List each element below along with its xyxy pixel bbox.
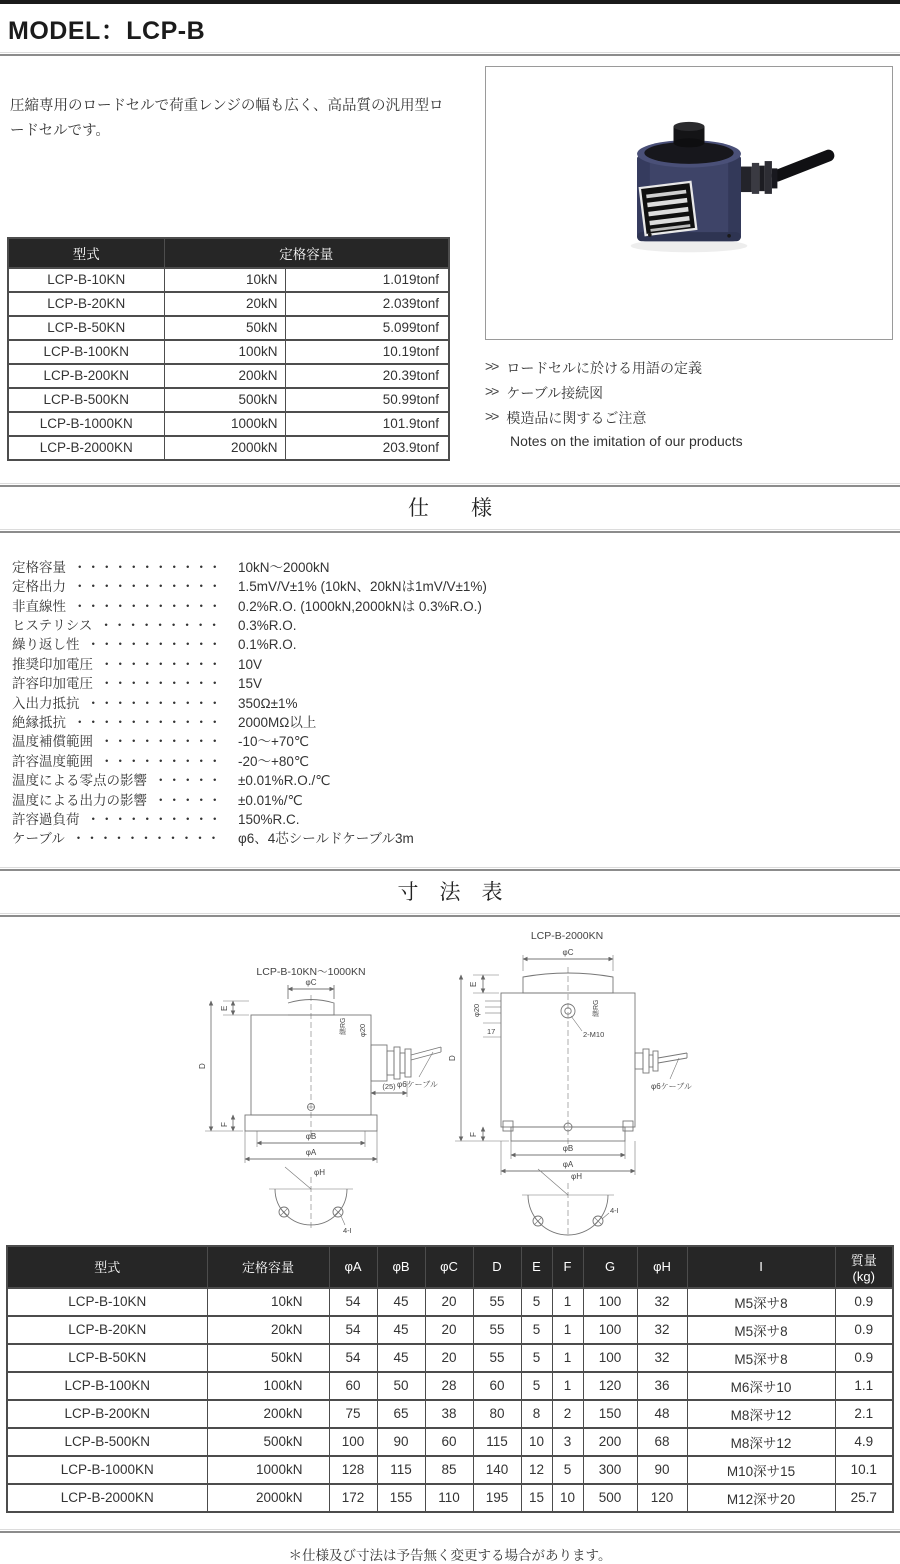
mass-cell: 0.9	[835, 1288, 893, 1316]
phiA-cell: 60	[329, 1372, 377, 1400]
capacity-kn-cell: 10kN	[164, 268, 285, 292]
model-cell: LCP-B-2000KN	[8, 436, 164, 460]
phiB-cell: 45	[377, 1316, 425, 1344]
phiA-cell: 172	[329, 1484, 377, 1512]
capacity-cell: 100kN	[207, 1372, 329, 1400]
capacity-kn-cell: 1000kN	[164, 412, 285, 436]
dim-label-E: E	[220, 1005, 229, 1011]
dim-label-phiH: φH	[571, 1171, 582, 1181]
capacity-cell: 500kN	[207, 1428, 329, 1456]
dim-label-25: (25)	[382, 1081, 396, 1091]
dim-label-phi20: φ20	[472, 1003, 481, 1017]
dim-label-phiA: φA	[562, 1159, 574, 1169]
spec-row	[12, 732, 893, 751]
capacity-tonf-cell: 203.9tonf	[285, 436, 449, 460]
spec-row	[12, 771, 893, 790]
dim-label-17: 17	[487, 1026, 496, 1036]
nameplate-label	[640, 182, 696, 235]
spec-label: 推奨印加電圧	[12, 656, 93, 672]
spec-value: 15V	[238, 676, 263, 692]
table-row	[7, 1316, 893, 1344]
spec-row	[12, 752, 893, 771]
dim-label-phi20: φ20	[358, 1023, 367, 1037]
capacity-kn-cell: 20kN	[164, 292, 285, 316]
table-row	[7, 1288, 893, 1316]
leader-dots: ・・・・・・・・・	[100, 753, 222, 769]
top-border	[0, 0, 900, 4]
leader-dots: ・・・・・・・・・	[100, 734, 222, 750]
dim-label-phiB: φB	[562, 1143, 574, 1153]
I-cell: M5深サ8	[687, 1316, 835, 1344]
D-cell: 55	[473, 1316, 521, 1344]
spec-label: 繰り返し性	[12, 637, 80, 653]
model-cell: LCP-B-100KN	[8, 340, 164, 364]
table-row	[7, 1344, 893, 1372]
phiH-cell: 32	[637, 1316, 687, 1344]
link-terminology-label[interactable]: ロードセルに於ける用語の定義	[506, 360, 702, 376]
D-cell: 115	[473, 1428, 521, 1456]
dimension-drawing-small-models	[193, 939, 445, 1235]
phiH-cell: 36	[637, 1372, 687, 1400]
spec-row	[12, 829, 893, 848]
D-cell: 55	[473, 1344, 521, 1372]
spec-list	[0, 533, 900, 867]
model-cell: LCP-B-500KN	[7, 1428, 207, 1456]
model-cell: LCP-B-2000KN	[7, 1484, 207, 1512]
leader-dots: ・・・・・・・・・・・	[73, 715, 222, 730]
leader-dots: ・・・・・・・・・	[100, 676, 222, 692]
spec-value: -20～+80℃	[238, 753, 310, 769]
model-cell: LCP-B-20KN	[7, 1316, 207, 1344]
spec-label: 非直線性	[12, 598, 66, 614]
I-cell: M5深サ8	[687, 1288, 835, 1316]
model-cell: LCP-B-20KN	[8, 292, 164, 316]
table-row	[8, 316, 449, 340]
phiB-cell: 65	[377, 1400, 425, 1428]
phiH-cell: 120	[637, 1484, 687, 1512]
table-row	[8, 436, 449, 460]
leader-dots: ・・・・・・・・・・・	[73, 598, 222, 614]
table-row	[8, 388, 449, 412]
spec-value: 0.3%R.O.	[238, 617, 297, 633]
dim-header-capacity: 定格容量	[207, 1246, 329, 1288]
phiH-cell: 32	[637, 1288, 687, 1316]
leader-dots: ・・・・・・・・・・・	[71, 831, 221, 847]
table-row	[7, 1428, 893, 1456]
phiA-cell: 54	[329, 1288, 377, 1316]
E-cell: 8	[521, 1400, 552, 1428]
mass-cell: 10.1	[835, 1456, 893, 1484]
capacity-tonf-cell: 5.099tonf	[285, 316, 449, 340]
spec-row	[12, 713, 893, 732]
dim-label-E: E	[469, 981, 478, 987]
I-cell: M5深サ8	[687, 1344, 835, 1372]
dim-header-phiC: φC	[425, 1246, 473, 1288]
table-row	[7, 1484, 893, 1512]
spec-value: φ6、4芯シールドケーブル3m	[238, 831, 414, 847]
spec-row	[12, 577, 893, 596]
product-image-box	[485, 66, 893, 340]
spec-label: 温度補償範囲	[12, 734, 93, 750]
product-photo	[504, 78, 874, 328]
phiC-cell: 20	[425, 1344, 473, 1372]
dim-label-phiB: φB	[305, 1131, 317, 1141]
product-description: 圧縮専用のロードセルで荷重レンジの幅も広く、高品質の汎用型ロードセルです。	[10, 98, 444, 140]
table-row	[8, 340, 449, 364]
dimension-drawing-2000kn	[445, 925, 697, 1237]
F-cell: 1	[552, 1372, 583, 1400]
model-cell: LCP-B-10KN	[8, 268, 164, 292]
footer-note: ＊仕様及び寸法は予告無く変更する場合があります。	[288, 1547, 612, 1563]
spec-value: 1.5mV/V±1% (10kN、20kNは1mV/V±1%)	[238, 579, 487, 595]
link-terminology[interactable]	[485, 358, 893, 378]
capacity-kn-cell: 200kN	[164, 364, 285, 388]
model-cell: LCP-B-50KN	[7, 1344, 207, 1372]
spec-label: 許容過負荷	[12, 812, 80, 828]
phiC-cell: 20	[425, 1316, 473, 1344]
model-cell: LCP-B-500KN	[8, 388, 164, 412]
link-cable-diagram[interactable]	[485, 383, 893, 403]
dim-label-phiH: φH	[314, 1167, 325, 1177]
dim-label-rg: 継RG	[340, 1017, 347, 1035]
dim-label-cable: φ6ケーブル	[397, 1079, 438, 1089]
spec-label: 許容温度範囲	[12, 753, 93, 769]
dim-header-phiA: φA	[329, 1246, 377, 1288]
dim-label-D: D	[198, 1063, 207, 1069]
capacity-tonf-cell: 101.9tonf	[285, 412, 449, 436]
mass-cell: 0.9	[835, 1344, 893, 1372]
spec-value: 350Ω±1%	[238, 695, 298, 711]
spec-label: 定格容量	[12, 559, 66, 575]
link-imitation-notice-en: Notes on the imitation of our products	[510, 433, 743, 449]
phiB-cell: 50	[377, 1372, 425, 1400]
title-divider	[0, 52, 900, 56]
F-cell: 1	[552, 1288, 583, 1316]
dim-header-F: F	[552, 1246, 583, 1288]
dim-header-G: G	[583, 1246, 637, 1288]
phiH-cell: 90	[637, 1456, 687, 1484]
spec-row	[12, 810, 893, 829]
G-cell: 120	[583, 1372, 637, 1400]
spec-value: 2000MΩ以上	[238, 715, 317, 730]
dim-header-E: E	[521, 1246, 552, 1288]
capacity-table-header-capacity: 定格容量	[164, 238, 449, 268]
mass-cell: 4.9	[835, 1428, 893, 1456]
leader-dots: ・・・・・	[154, 773, 222, 789]
phiB-cell: 45	[377, 1344, 425, 1372]
double-arrow-icon: >>	[485, 408, 498, 424]
I-cell: M8深サ12	[687, 1400, 835, 1428]
D-cell: 60	[473, 1372, 521, 1400]
spec-value: 150%R.C.	[238, 812, 300, 828]
phiC-cell: 20	[425, 1288, 473, 1316]
phiA-cell: 54	[329, 1344, 377, 1372]
dim-header-phiB: φB	[377, 1246, 425, 1288]
phiH-cell: 68	[637, 1428, 687, 1456]
dim-label-m10: 2-M10	[583, 1029, 605, 1039]
dim-label-F: F	[469, 1131, 478, 1137]
link-cable-diagram-label[interactable]: ケーブル接続図	[506, 385, 604, 401]
F-cell: 3	[552, 1428, 583, 1456]
capacity-kn-cell: 50kN	[164, 316, 285, 340]
leader-dots: ・・・・・・・・・・	[86, 695, 222, 711]
spec-row	[12, 694, 893, 713]
phiC-cell: 110	[425, 1484, 473, 1512]
dim-header-D: D	[473, 1246, 521, 1288]
E-cell: 15	[521, 1484, 552, 1512]
double-arrow-icon: >>	[485, 383, 498, 399]
dimension-section-title: 寸 法 表	[397, 880, 503, 904]
spec-section-title: 仕 様	[408, 496, 492, 520]
dim-label-rg: 継RG	[593, 999, 600, 1017]
model-cell: LCP-B-1000KN	[7, 1456, 207, 1484]
model-cell: LCP-B-50KN	[8, 316, 164, 340]
capacity-cell: 10kN	[207, 1288, 329, 1316]
phiC-cell: 28	[425, 1372, 473, 1400]
phiB-cell: 155	[377, 1484, 425, 1512]
phiA-cell: 75	[329, 1400, 377, 1428]
phiH-cell: 32	[637, 1344, 687, 1372]
capacity-tonf-cell: 10.19tonf	[285, 340, 449, 364]
F-cell: 1	[552, 1344, 583, 1372]
D-cell: 195	[473, 1484, 521, 1512]
phiC-cell: 60	[425, 1428, 473, 1456]
spec-value: 0.2%R.O. (1000kN,2000kNは 0.3%R.O.)	[238, 598, 482, 614]
dim-header-mass: 質量 (kg)	[835, 1246, 893, 1288]
phiB-cell: 90	[377, 1428, 425, 1456]
D-cell: 55	[473, 1288, 521, 1316]
table-row	[7, 1372, 893, 1400]
capacity-kn-cell: 500kN	[164, 388, 285, 412]
dimension-section	[0, 867, 900, 917]
spec-row	[12, 655, 893, 674]
table-row	[8, 412, 449, 436]
divider	[0, 913, 900, 917]
capacity-tonf-cell: 20.39tonf	[285, 364, 449, 388]
divider	[0, 1529, 900, 1533]
E-cell: 10	[521, 1428, 552, 1456]
capacity-kn-cell: 100kN	[164, 340, 285, 364]
dim-label-F: F	[220, 1121, 229, 1127]
capacity-kn-cell: 2000kN	[164, 436, 285, 460]
link-imitation-notice[interactable]	[485, 408, 893, 428]
phiB-cell: 115	[377, 1456, 425, 1484]
spec-label: 許容印加電圧	[12, 676, 93, 692]
table-row	[8, 364, 449, 388]
I-cell: M8深サ12	[687, 1428, 835, 1456]
cable	[777, 156, 828, 176]
mass-cell: 25.7	[835, 1484, 893, 1512]
spec-row	[12, 597, 893, 616]
capacity-table	[7, 237, 450, 461]
double-arrow-icon: >>	[485, 358, 498, 374]
dim-label-phiA: φA	[305, 1147, 317, 1157]
drawing-title: LCP-B-2000KN	[530, 929, 604, 942]
F-cell: 10	[552, 1484, 583, 1512]
spec-value: ±0.01%R.O./℃	[238, 773, 331, 789]
dimension-drawings	[193, 925, 900, 1237]
table-row	[8, 268, 449, 292]
spec-row	[12, 635, 893, 654]
spec-row	[12, 791, 893, 810]
dim-label-phiC: φC	[562, 947, 574, 957]
D-cell: 80	[473, 1400, 521, 1428]
spec-label: 定格出力	[12, 579, 66, 595]
G-cell: 200	[583, 1428, 637, 1456]
spec-row	[12, 616, 893, 635]
G-cell: 100	[583, 1288, 637, 1316]
spec-label: 温度による出力の影響	[12, 792, 147, 808]
capacity-cell: 200kN	[207, 1400, 329, 1428]
G-cell: 300	[583, 1456, 637, 1484]
mass-cell: 1.1	[835, 1372, 893, 1400]
leader-dots: ・・・・・・・・・	[100, 656, 222, 672]
dimension-table	[6, 1245, 894, 1513]
spec-label: 入出力抵抗	[12, 695, 80, 711]
phiH-cell: 48	[637, 1400, 687, 1428]
capacity-tonf-cell: 2.039tonf	[285, 292, 449, 316]
table-row	[8, 292, 449, 316]
link-imitation-notice-label[interactable]: 模造品に関するご注意	[506, 410, 647, 426]
mass-cell: 0.9	[835, 1316, 893, 1344]
D-cell: 140	[473, 1456, 521, 1484]
spec-value: -10～+70℃	[238, 734, 310, 750]
spec-value: 0.1%R.O.	[238, 637, 297, 653]
E-cell: 5	[521, 1344, 552, 1372]
capacity-cell: 20kN	[207, 1316, 329, 1344]
F-cell: 5	[552, 1456, 583, 1484]
model-cell: LCP-B-200KN	[8, 364, 164, 388]
phiA-cell: 54	[329, 1316, 377, 1344]
spec-section	[0, 483, 900, 533]
spec-row	[12, 558, 893, 577]
leader-dots: ・・・・・・・・・・	[86, 812, 222, 828]
spec-label: 温度による零点の影響	[12, 773, 147, 789]
I-cell: M12深サ20	[687, 1484, 835, 1512]
phiC-cell: 85	[425, 1456, 473, 1484]
leader-dots: ・・・・・・・・・・・	[73, 559, 222, 575]
leader-dots: ・・・・・・・・・	[99, 617, 221, 633]
spec-label: ヒステリシス	[12, 617, 93, 633]
drawing-title: LCP-B-10KN～1000KN	[256, 965, 366, 978]
model-cell: LCP-B-1000KN	[8, 412, 164, 436]
dim-label-cable: φ6ケーブル	[651, 1081, 692, 1091]
E-cell: 5	[521, 1316, 552, 1344]
capacity-cell: 50kN	[207, 1344, 329, 1372]
spec-value: ±0.01%/℃	[238, 792, 303, 808]
I-cell: M6深サ10	[687, 1372, 835, 1400]
model-cell: LCP-B-100KN	[7, 1372, 207, 1400]
spec-row	[12, 674, 893, 693]
spec-label: 絶縁抵抗	[12, 715, 66, 730]
table-row	[7, 1456, 893, 1484]
phiC-cell: 38	[425, 1400, 473, 1428]
dim-label-bolts: 4-I	[610, 1205, 619, 1215]
E-cell: 5	[521, 1372, 552, 1400]
spec-value: 10V	[238, 656, 263, 672]
dim-label-phiC: φC	[305, 977, 317, 987]
mass-cell: 2.1	[835, 1400, 893, 1428]
dim-header-phiH: φH	[637, 1246, 687, 1288]
spec-label: ケーブル	[12, 831, 65, 847]
related-links	[485, 358, 893, 449]
dim-header-I: I	[687, 1246, 835, 1288]
spec-value: 10kN～2000kN	[238, 559, 330, 575]
dim-label-D: D	[448, 1055, 457, 1061]
leader-dots: ・・・・・	[154, 792, 222, 808]
dim-header-model: 型式	[7, 1246, 207, 1288]
F-cell: 2	[552, 1400, 583, 1428]
F-cell: 1	[552, 1316, 583, 1344]
leader-dots: ・・・・・・・・・・	[86, 637, 222, 653]
page-title: MODEL：LCP-B	[8, 17, 206, 45]
capacity-tonf-cell: 50.99tonf	[285, 388, 449, 412]
G-cell: 100	[583, 1344, 637, 1372]
G-cell: 100	[583, 1316, 637, 1344]
capacity-cell: 1000kN	[207, 1456, 329, 1484]
table-row	[7, 1400, 893, 1428]
G-cell: 500	[583, 1484, 637, 1512]
I-cell: M10深サ15	[687, 1456, 835, 1484]
phiA-cell: 128	[329, 1456, 377, 1484]
capacity-table-header-model: 型式	[8, 238, 164, 268]
E-cell: 5	[521, 1288, 552, 1316]
G-cell: 150	[583, 1400, 637, 1428]
phiA-cell: 100	[329, 1428, 377, 1456]
capacity-tonf-cell: 1.019tonf	[285, 268, 449, 292]
dim-label-bolts: 4-I	[343, 1225, 352, 1235]
phiB-cell: 45	[377, 1288, 425, 1316]
leader-dots: ・・・・・・・・・・・	[73, 579, 222, 595]
E-cell: 12	[521, 1456, 552, 1484]
top-section	[7, 66, 893, 461]
capacity-cell: 2000kN	[207, 1484, 329, 1512]
model-cell: LCP-B-200KN	[7, 1400, 207, 1428]
model-cell: LCP-B-10KN	[7, 1288, 207, 1316]
